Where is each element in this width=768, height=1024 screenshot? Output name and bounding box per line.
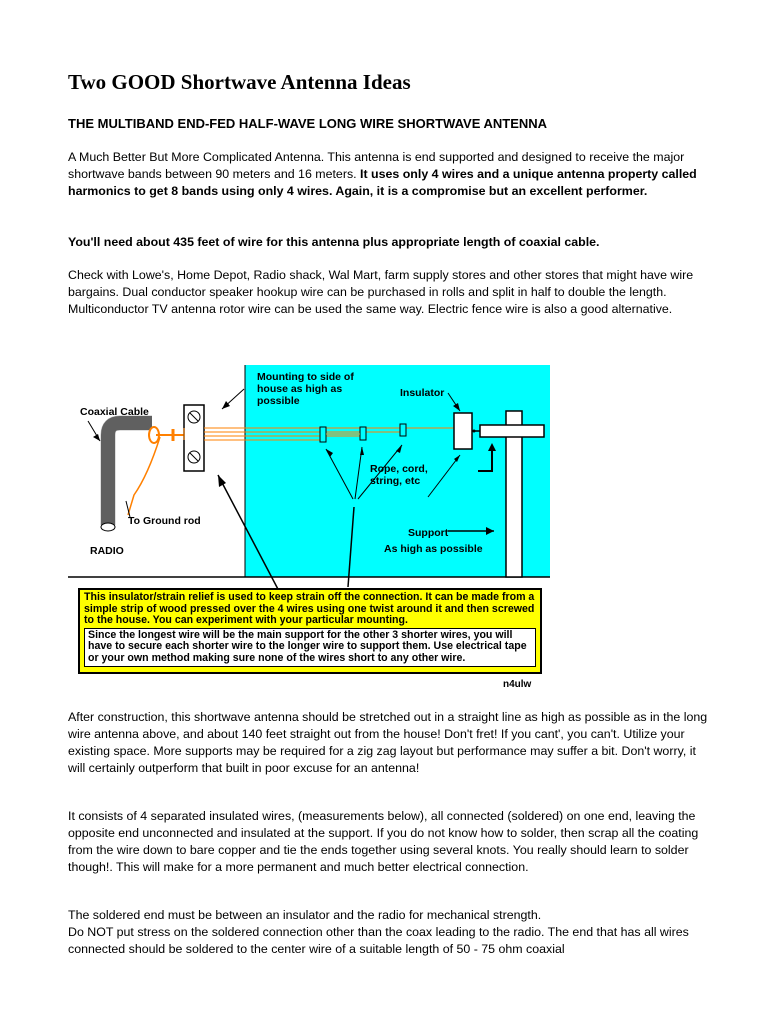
support-note: Since the longest wire will be the main support for the other 3 shorter wires, you will have to secure each shorter wire to the longer wire to support them. Use electrical tape or your own method making sure none of the wires short to any other wire. xyxy=(84,628,536,667)
intro-paragraph xyxy=(68,149,708,200)
wires-paragraph: It consists of 4 separated insulated wires, (measurements below), all connected (soldered) on one end, leaving the opposite end unconnected and insulated at the support. If you do not know how to solder, then scrap all the coating from the wire down to bare copper and tie the ends together using several knots. You really should learn to solder though!. This will make for a more permanent and much better electrical connection. xyxy=(68,809,699,874)
label-insulator: Insulator xyxy=(400,387,445,399)
label-mounting: Mounting to side of house as high as possible xyxy=(257,371,354,407)
strain-relief-note xyxy=(78,588,542,674)
label-support: Support xyxy=(408,527,449,539)
label-rope: Rope, cord, string, etc xyxy=(370,463,428,487)
wire-insulator-1 xyxy=(320,427,326,442)
solder-line-2: Do NOT put stress on the soldered connection other than the coax leading to the radio. The end that has all wires connected should be soldered to the center wire of a suitable length of 50 - 75 ohm coaxial xyxy=(68,925,689,956)
support-crossbar xyxy=(480,425,544,437)
construction-paragraph: After construction, this shortwave antenna should be stretched out in a straight line as high as possible as in the long wire antenna above, and about 140 feet straight out from the house! Don't fret! If you cant', you can't. Utilize your existing space. More supports may be required for a zig zag layout but performance may suffer a bit. Don't worry, it will certainly outperform that built in poor excuse for an antenna! xyxy=(68,710,708,775)
solder-paragraph xyxy=(68,907,708,958)
solder-line-1: The soldered end must be between an insulator and the radio for mechanical strength. xyxy=(68,908,542,922)
stores-paragraph: Check with Lowe's, Home Depot, Radio shack, Wal Mart, farm supply stores and other stores that might have wire bargains. Dual conductor speaker hookup wire can be purchased in rolls and split in half to double the length. Multiconductor TV antenna rotor wire can be used the same way. Electric fence wire is also a good alternative. xyxy=(68,268,694,316)
section-heading: THE MULTIBAND END-FED HALF-WAVE LONG WIRE SHORTWAVE ANTENNA xyxy=(68,116,548,131)
page-title: Two GOOD Shortwave Antenna Ideas xyxy=(68,70,411,94)
intro-bold-text: It uses only 4 wires and a unique antenna property called harmonics to get 8 bands using only 4 wires. Again, it is a compromise but an excellent performer. xyxy=(68,167,697,198)
label-radio: RADIO xyxy=(90,545,124,557)
wire-insulator-3 xyxy=(400,424,406,436)
coax-end-bottom xyxy=(101,523,115,531)
ground-wire xyxy=(128,437,160,515)
wire-length-paragraph: You'll need about 435 feet of wire for this antenna plus appropriate length of coaxial cable. xyxy=(68,235,600,249)
intro-text: A Much Better But More Complicated Antenna. This antenna is end supported and designed to receive the major shortwave bands between 90 meters and 16 meters. xyxy=(68,150,685,181)
label-coaxial-cable: Coaxial Cable xyxy=(80,406,149,418)
label-ground-rod: To Ground rod xyxy=(128,515,201,527)
main-insulator xyxy=(454,413,472,449)
author-signature: n4ulw xyxy=(503,679,532,690)
wire-insulator-2 xyxy=(360,427,366,440)
label-support-high: As high as possible xyxy=(384,543,483,555)
strain-relief-note-text: This insulator/strain relief is used to keep strain off the connection. It can be made from a simple strip of wood pressed over the 4 wires using one twist around it and then screwed to the house. You can experiment with your particular mounting. xyxy=(84,591,535,627)
